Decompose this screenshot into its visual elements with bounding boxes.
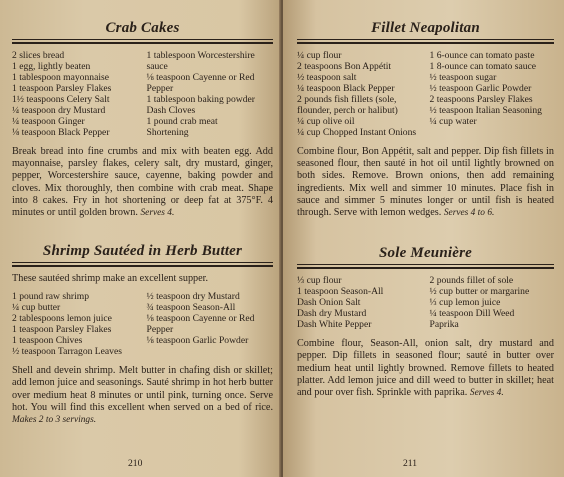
serves-note: Serves 4. [140,208,175,219]
ingredients [12,291,273,357]
ingredient: 2 pounds fish fillets (sole, flounder, perch or halibut) [297,94,398,116]
recipe-title: Fillet Neapolitan [371,20,480,36]
recipe-shrimp [12,243,273,426]
ingredient: 2 teaspoons Bon Appétit [297,61,392,72]
ingredient: ⅛ teaspoon Cayenne or Red Pepper [146,72,255,94]
serves-note: Serves 4. [469,388,504,399]
ingredient: ½ teaspoon salt [297,72,357,83]
divider [297,264,554,265]
ingredient: ½ teaspoon dry Mustard [146,291,240,303]
ingredients [12,50,273,138]
ingredient: 1 pound crab meat [146,116,218,127]
ingredient: ⅛ teaspoon Garlic Powder [146,335,249,347]
ingredient: Dash Onion Salt [297,297,361,309]
ingredient: ½ teaspoon sugar [429,72,497,83]
instructions-text: Break bread into fine crumbs and mix with beaten egg. Add mayonnaise, parsley flakes, celery salt, dry mustard, ginger, pepper, Worcestershire sauce, cayenne, baking powder and cloves. Mix thoroughly, then combine with crab meat. Shape into 8 cakes. Fry in hot shortening or deep fat at 375°F. 4 minutes or until golden brown. [12,146,273,219]
ingredient: ¼ cup flour [297,50,342,61]
recipe-title: Sole Meunière [378,245,473,262]
left-page [0,0,281,477]
instructions-text: Combine flour, Bon Appétit, salt and pepper. Dip fish fillets in seasoned flour, then sauté in hot oil until lightly browned on both sides. Remove. Brown onions, then add remaining ingredients. Mix well and simmer 10 minutes. Place fish in sauce and simmer 5 minutes longer or until fish is heated through. Serve with lemon wedges. [297,146,554,219]
ingredient: 2 pounds fillet of sole [429,275,514,287]
divider [12,262,273,263]
ingredient: ¾ teaspoon Season-All [146,302,236,314]
ingredient: ⅓ cup lemon juice [429,297,501,309]
ingredient: 1 pound raw shrimp [12,291,90,303]
divider [12,39,273,40]
ingredient: 1 teaspoon Chives [12,335,83,347]
right-page [283,0,564,477]
ingredient: Paprika [429,319,459,331]
instructions-text: Shell and devein shrimp. Melt butter in chafing dish or skillet; add lemon juice and seasonings. Sauté shrimp in hot herb butter over medium heat 8 minutes or until pink, turning once. Serve hot. You will find this excellent when served on a bed of rice. [12,365,273,413]
ingredients-column-1 [297,275,422,330]
recipe-sole-meuniere [297,245,554,399]
ingredient: ¼ teaspoon dry Mustard [12,105,106,116]
ingredients-column-2 [147,50,274,138]
ingredient: Dash White Pepper [297,319,372,331]
ingredient: 2 tablespoons lemon juice [12,313,112,325]
ingredient: ¼ cup olive oil [297,116,355,127]
ingredient: 1½ teaspoons Celery Salt [12,94,110,105]
ingredients-column-1 [12,291,139,357]
divider [297,42,554,44]
ingredients [297,275,554,330]
ingredient: ⅓ cup flour [297,275,342,287]
ingredient: ½ cup butter or margarine [429,286,530,298]
serves-note: Makes 2 to 3 servings. [12,415,97,426]
ingredients-column-2 [430,275,555,330]
ingredient: Dash dry Mustard [297,308,367,320]
divider [12,42,273,44]
ingredient: ¼ teaspoon Dill Weed [429,308,515,320]
ingredient: 1 teaspoon Parsley Flakes [12,324,112,336]
ingredients-column-1 [12,50,139,138]
recipe-fillet-neapolitan [297,20,554,219]
ingredients-column-2 [147,291,274,357]
ingredient: 1 8-ounce can tomato sauce [429,61,537,72]
recipe-instructions [12,146,273,219]
ingredient: ¼ cup Chopped Instant Onions [297,127,417,138]
ingredient: Shortening [146,127,189,138]
ingredients-column-1 [297,50,422,138]
recipe-instructions [12,365,273,426]
ingredient: ⅛ teaspoon Black Pepper [12,127,110,138]
ingredient: 2 slices bread [12,50,65,61]
recipe-instructions [297,338,554,399]
ingredient: ½ teaspoon Tarragon Leaves [12,346,122,358]
page-number: 211 [403,458,418,469]
ingredient: ¼ cup butter [12,302,61,314]
recipe-crab-cakes [12,20,273,219]
recipe-instructions [297,146,554,219]
instructions-text: Combine flour, Season-All, onion salt, dry mustard and pepper. Dip fillets in seasoned flour; sauté in butter over medium heat until lightly browned. Remove fillets to heated platter. Add lemon juice and dill weed to butter in skillet; heat and pour over fish. Sprinkle with paprika. [297,338,554,399]
ingredient: 1 tablespoon baking powder [146,94,255,105]
divider [12,265,273,267]
recipe-intro: These sautéed shrimp make an excellent supper. [12,273,209,285]
recipe-title: Shrimp Sautéed in Herb Butter [42,243,243,260]
divider [297,39,554,40]
ingredient: ¼ cup water [429,116,477,127]
ingredient: ½ teaspoon Garlic Powder [429,83,532,94]
ingredients [297,50,554,138]
ingredient: 1 tablespoon Worcestershire sauce [146,50,255,72]
ingredient: ¼ teaspoon Ginger [12,116,85,127]
recipe-title: Crab Cakes [105,20,180,36]
ingredient: 1 teaspoon Parsley Flakes [12,83,112,94]
ingredient: ½ teaspoon Italian Seasoning [429,105,542,116]
ingredient: ¼ teaspoon Black Pepper [297,83,395,94]
ingredient: 1 teaspoon Season-All [297,286,384,298]
ingredient: 1 tablespoon mayonnaise [12,72,109,83]
ingredients-column-2 [430,50,555,138]
divider [297,267,554,269]
ingredient: 2 teaspoons Parsley Flakes [429,94,533,105]
ingredient: 1 6-ounce can tomato paste [429,50,535,61]
ingredient: Dash Cloves [146,105,196,116]
page-number: 210 [128,458,143,469]
ingredient: 1 egg, lightly beaten [12,61,91,72]
serves-note: Serves 4 to 6. [443,208,495,219]
ingredient: ⅛ teaspoon Cayenne or Red Pepper [146,313,255,336]
